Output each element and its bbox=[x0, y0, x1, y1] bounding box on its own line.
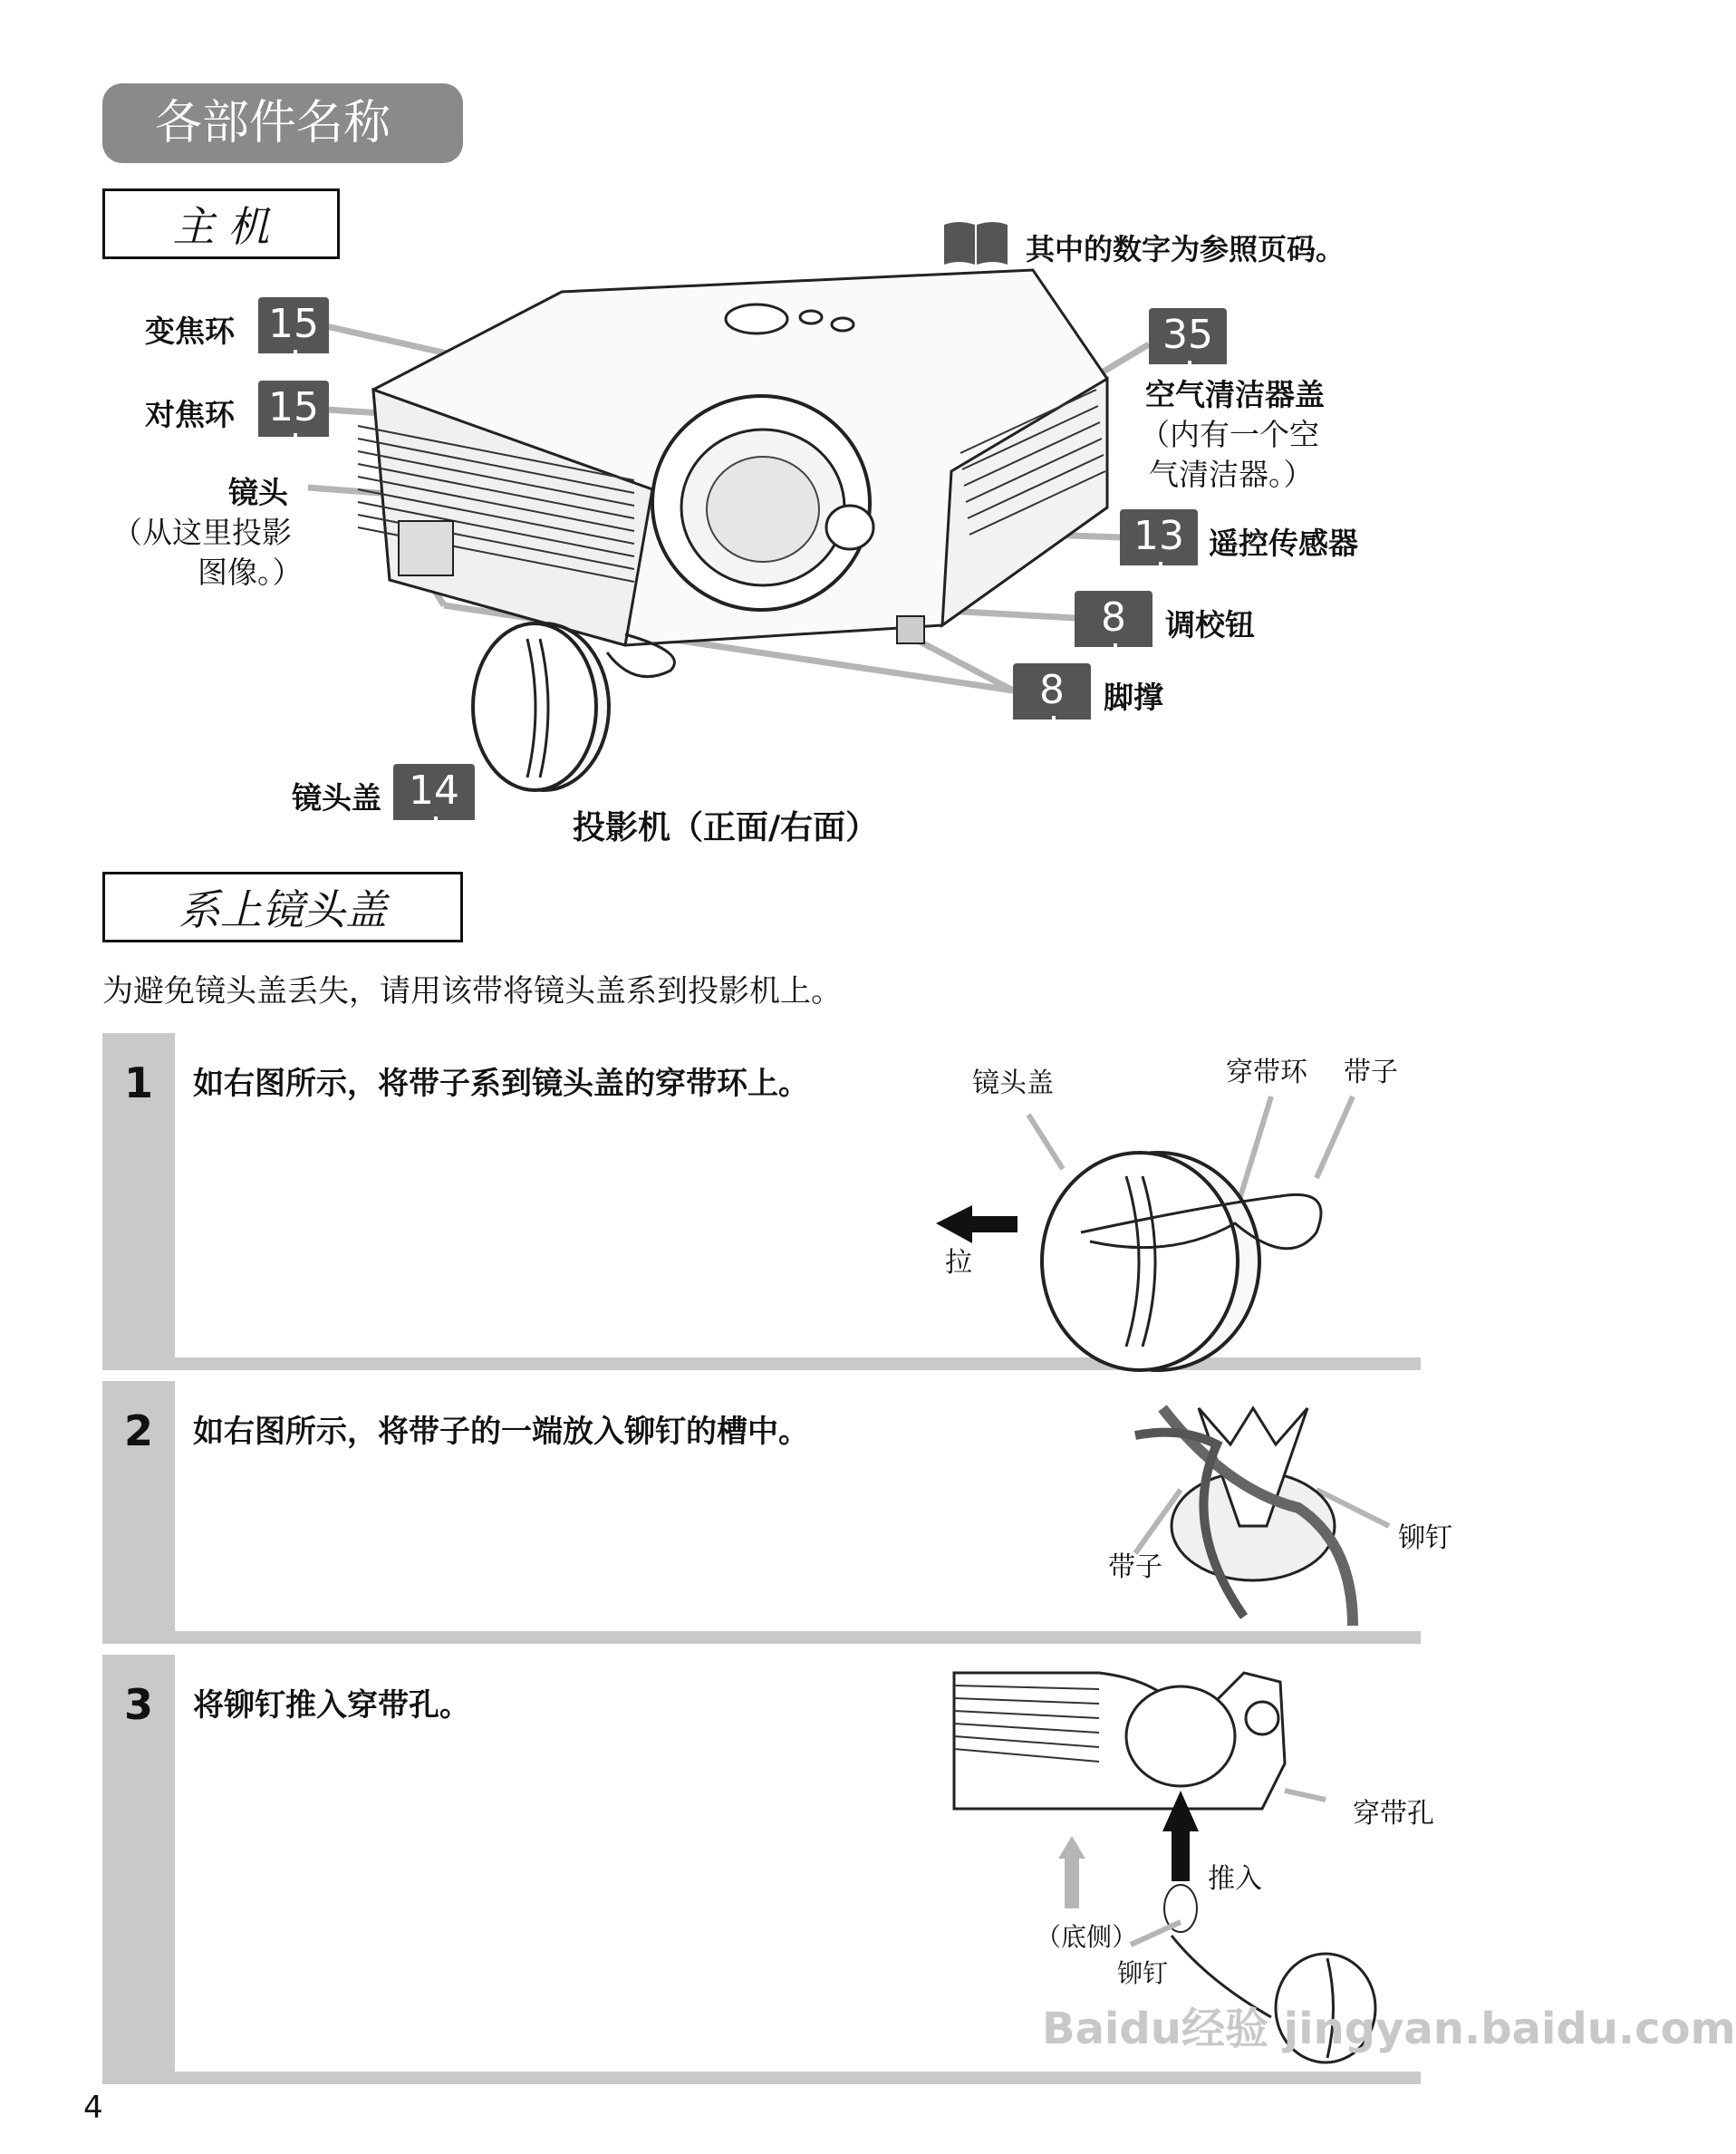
air-filter-page-badge: 35 bbox=[1149, 308, 1227, 364]
attach-cap-heading: 系上镜头盖 bbox=[102, 872, 463, 942]
elevator-button-label: 调校钮 bbox=[1165, 607, 1255, 642]
step2-strap-label: 带子 bbox=[1108, 1551, 1162, 1583]
step-text: 如右图所示，将带子系到镜头盖的穿带环上。 bbox=[193, 1066, 809, 1102]
step-number: 2 bbox=[123, 1406, 153, 1455]
step3-bottom-label: （底侧） bbox=[1036, 1922, 1138, 1952]
air-filter-note-line2: 气清洁器。） bbox=[1149, 457, 1314, 492]
step-number: 3 bbox=[123, 1680, 153, 1729]
projector-caption: 投影机（正面/右面） bbox=[573, 809, 879, 846]
step-1 bbox=[102, 1033, 1421, 1370]
lens-label: 镜头 bbox=[228, 475, 288, 510]
zoom-ring-page-badge: 15 bbox=[258, 297, 329, 353]
step2-illustration bbox=[1081, 1390, 1498, 1635]
step1-lens-cap-label: 镜头盖 bbox=[972, 1067, 1054, 1099]
focus-ring-page-badge: 15 bbox=[258, 381, 329, 437]
focus-ring-label: 对焦环 bbox=[145, 397, 235, 432]
step3-push-label: 推入 bbox=[1208, 1863, 1262, 1895]
step-text: 将铆钉推入穿带孔。 bbox=[193, 1687, 470, 1724]
step1-pull-label: 拉 bbox=[945, 1247, 972, 1279]
lens-cap-label: 镜头盖 bbox=[292, 780, 381, 816]
remote-sensor-label: 遥控传感器 bbox=[1209, 526, 1358, 561]
watermark: Baidu经验 jingyan.baidu.com bbox=[1042, 2004, 1736, 2054]
zoom-ring-label: 变焦环 bbox=[145, 314, 235, 349]
step1-illustration bbox=[936, 1060, 1498, 1350]
attach-cap-intro: 为避免镜头盖丢失，请用该带将镜头盖系到投影机上。 bbox=[102, 973, 842, 1009]
page-number: 4 bbox=[83, 2090, 103, 2126]
main-unit-heading: 主 机 bbox=[102, 188, 340, 259]
step1-loop-label: 穿带环 bbox=[1226, 1057, 1307, 1088]
feet-label: 脚撑 bbox=[1104, 680, 1163, 715]
lens-note-line1: （从这里投影 bbox=[112, 515, 292, 550]
step1-strap-label: 带子 bbox=[1344, 1057, 1398, 1088]
section-title: 各部件名称 bbox=[102, 83, 463, 163]
step-text: 如右图所示，将带子的一端放入铆钉的槽中。 bbox=[193, 1414, 809, 1450]
lens-cap-page-badge: 14 bbox=[393, 764, 475, 820]
lens-note-line2: 图像。） bbox=[198, 555, 303, 590]
remote-sensor-page-badge: 13 bbox=[1120, 509, 1198, 565]
lens-cap-illustration bbox=[473, 623, 609, 790]
feet-page-badge: 8 bbox=[1013, 663, 1091, 720]
step3-strap-hole-label: 穿带孔 bbox=[1353, 1798, 1434, 1830]
elevator-button-page-badge: 8 bbox=[1075, 591, 1153, 647]
step-2 bbox=[102, 1381, 1452, 1644]
air-filter-note-line1: （内有一个空 bbox=[1140, 417, 1319, 452]
step3-rivet-label: 铆钉 bbox=[1117, 1958, 1169, 1988]
step-number: 1 bbox=[123, 1058, 153, 1107]
air-filter-label: 空气清洁器盖 bbox=[1145, 377, 1325, 412]
step2-rivet-label: 铆钉 bbox=[1398, 1522, 1452, 1554]
page-reference-note: 其中的数字为参照页码。 bbox=[1026, 232, 1345, 266]
